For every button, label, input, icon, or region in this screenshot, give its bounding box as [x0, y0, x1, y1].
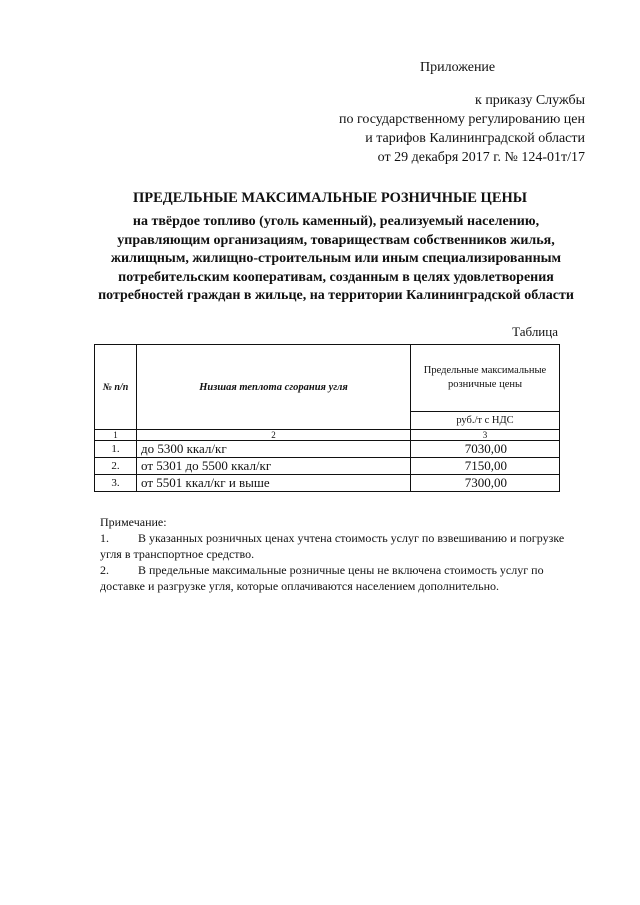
appendix-line: по государственному регулированию цен — [339, 112, 585, 127]
notes-section — [100, 514, 580, 594]
header-unit: руб./т с НДС — [411, 412, 560, 430]
appendix-title: Приложение — [420, 60, 496, 75]
price-table — [94, 344, 560, 492]
note-number: 2. — [100, 563, 109, 577]
document-title: ПРЕДЕЛЬНЫЕ МАКСИМАЛЬНЫЕ РОЗНИЧНЫЕ ЦЕНЫ — [132, 190, 528, 206]
appendix-header — [300, 58, 585, 167]
row-price: 7030,00 — [411, 441, 560, 458]
appendix-line: от 29 декабря 2017 г. № 124-01т/17 — [377, 150, 585, 165]
table-caption: Таблица — [512, 324, 558, 339]
table-header-row — [95, 345, 560, 412]
document-subtitle: на твёрдое топливо (уголь каменный), реализуемый населению, управляющим организациям, товариществам собственников жилья, жилищным, жилищно-строительным или иным специализированным потребительским кооперативам, созданным в целях удовлетворения потребностей граждан в жильце, на территории Калининградской области — [98, 214, 574, 303]
header-name: Низшая теплота сгорания угля — [137, 345, 411, 430]
note-text: В указанных розничных ценах учтена стоимость услуг по взвешиванию и погрузке угля в транспортное средство. — [100, 531, 565, 561]
row-price: 7150,00 — [411, 458, 560, 475]
row-name: от 5301 до 5500 ккал/кг — [137, 458, 411, 475]
column-index: 3 — [411, 430, 560, 441]
note-item — [100, 530, 580, 562]
appendix-line: к приказу Службы — [475, 93, 585, 108]
note-number: 1. — [100, 531, 109, 545]
notes-title: Примечание: — [100, 515, 167, 529]
row-num: 2. — [95, 458, 137, 475]
column-index: 2 — [137, 430, 411, 441]
column-index: 1 — [95, 430, 137, 441]
appendix-line: и тарифов Калининградской области — [365, 131, 585, 146]
table-row — [95, 475, 560, 492]
row-num: 1. — [95, 441, 137, 458]
header-num: № п/п — [95, 345, 137, 430]
row-num: 3. — [95, 475, 137, 492]
row-name: от 5501 ккал/кг и выше — [137, 475, 411, 492]
note-item — [100, 562, 580, 594]
note-text: В предельные максимальные розничные цены не включена стоимость услуг по доставке и разгрузке угля, которые оплачиваются населением дополнительно. — [100, 563, 544, 593]
table-row — [95, 458, 560, 475]
header-price: Предельные максимальные розничные цены — [411, 345, 560, 412]
column-index-row — [95, 430, 560, 441]
table-row — [95, 441, 560, 458]
row-price: 7300,00 — [411, 475, 560, 492]
row-name: до 5300 ккал/кг — [137, 441, 411, 458]
